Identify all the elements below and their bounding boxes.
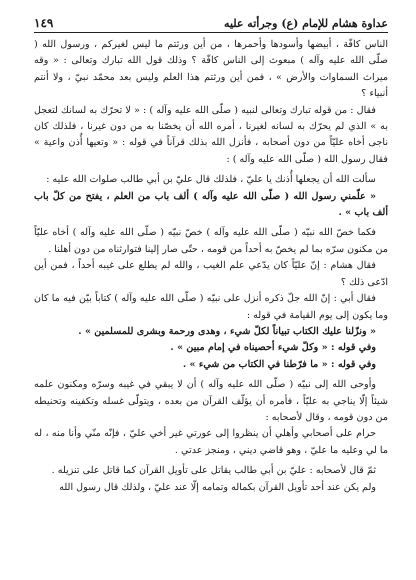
body-text	[34, 37, 388, 496]
paragraph: حرام على أصحابي وأهلي أن ينظروا إلى عورتي غير أخي عليّ ، فإنّه منّي وأنا منه ، له ما لي وعليه ما عليّ ، وهو قاضي ديني ، ومنجز عدتي .	[34, 428, 388, 456]
paragraph: وأوحى الله إلى نبيّه ( صلّى الله عليه وآله ) أن لا يبقي في غيبه وسرّه ومكنون علمه شيئاً إلّا يناجي به عليّاً ، فأمره أن يؤلّف القرآن من بعده ، ويتولّى غسله وتكفينه وتحنيطه من دون قومه ، وقال لأصحابه :	[34, 379, 388, 423]
quote: « علّمني رسول الله ( صلّى الله عليه وآله ) ألف باب من العلم ، يفتح من كلّ باب ألف باب » .	[34, 190, 388, 219]
paragraph: فقال : من قوله تبارك وتعالى لنبيه ( صلّى الله عليه وآله ) : « لا تحرّك به لسانك لتعجل به » الذي لم يحرّك به لسانه لغيرنا ، أمره الله أن يخصّنا به من دون غيرنا ، فلذلك كان ناجى أخاه عليّاً من دون أصحابه ، فأنزل الله بذلك قرآناً في قوله : « وتعيها أُذن واعية » فقال رسول الله ( صلّى الله عليه وآله ) :	[34, 104, 388, 165]
verse: وفي قوله : « ما فرّطنا في الكتاب من شيء » .	[182, 358, 376, 370]
verse: « ونزّلنا عليك الكتاب تبياناً لكلّ شيء ، وهدى ورحمة وبشرى للمسلمين » .	[78, 325, 376, 337]
page-header	[34, 8, 388, 33]
paragraph: فقال هشام : إنّ عليّاً كان يدّعي علم الغيب ، والله لم يطلع على غيبه أحداً ، فمن أين ادّعى ذلك ؟	[34, 260, 388, 288]
running-title: عداوة هشام للإمام (ع) وجرأته عليه	[224, 17, 388, 30]
paragraph: الناس كافّة ، أبيضها وأسودها وأحمرها ، من أين ورثتم ما ليس لغيركم ، ورسول الله ( صلّى الله عليه وآله ) مبعوث إلى الناس كافّة ؟ وذلك قول الله تبارك وتعالى : « وقه ميراث السماوات والأرض » ، فمن أين ورثتم هذا العلم وليس بعد محمّد نبيّ ، ولا أنتم أنبياء ؟	[34, 39, 388, 100]
paragraph: سألت الله أن يجعلها أُذنك يا عليّ ، فلذلك قال عليّ بن أبي طالب صلوات الله عليه :	[46, 174, 376, 186]
paragraph: فقال أبي : إنّ الله جلّ ذكره أنزل على نبيّه ( صلّى الله عليه وآله ) كتاباً بيّن فيه ما كان وما يكون إلى يوم القيامة في قوله :	[34, 293, 388, 321]
paragraph: ثمّ قال لأصحابه : عليّ بن أبي طالب يقاتل على تأويل القرآن كما قاتل على تنزيله .	[51, 465, 376, 477]
paragraph: فكما خصّ الله نبيّه ( صلّى الله عليه وآله ) خصّ نبيّه ( صلّى الله عليه وآله ) أخاه عليّاً من مكنون سرّه بما لم يخصّ به أحداً من قومه ، حتّى صار إلينا فتوارثناه من دون أهلنا .	[34, 227, 388, 255]
verse: وفي قوله : « وكلّ شيء أحصيناه في إمام مبين » .	[170, 342, 376, 354]
page-number: ١٤٩	[34, 16, 54, 30]
paragraph: ولم يكن عند أحد تأويل القرآن بكماله وتمامه إلّا عند عليّ ، ولذلك قال رسول الله	[59, 481, 376, 493]
